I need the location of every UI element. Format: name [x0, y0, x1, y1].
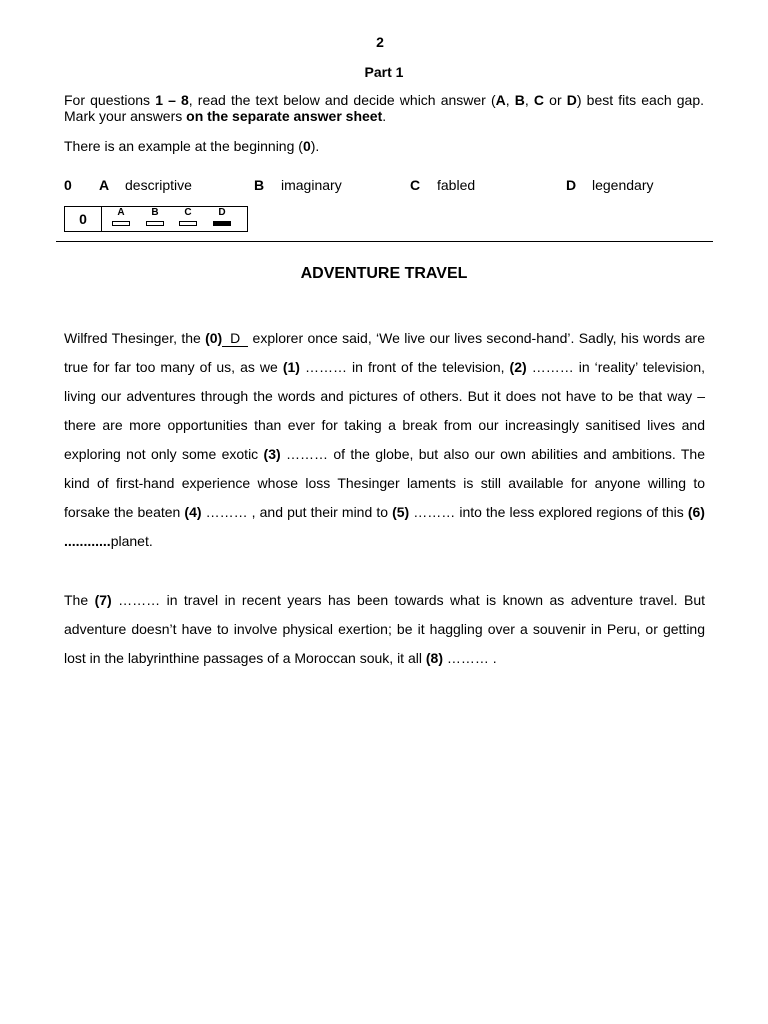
gap-5-label: (5) — [392, 504, 410, 520]
letter-a: A — [495, 92, 506, 108]
example-note — [64, 138, 319, 154]
text-run: ……… into the less explored regions of this — [409, 504, 688, 520]
bubble-mark — [213, 221, 231, 226]
bubble-letter: C — [184, 207, 192, 218]
text-run: ……… in ‘reality’ television, living our adventures through the words and pictures of others. But it does not have to be that way – there are more opportunities than ever for taking a break from our increasingly sanitised lives and exploring not only some exotic — [64, 359, 706, 462]
text-run: Wilfred Thesinger, the — [64, 330, 206, 346]
answer-box-number: 0 — [65, 207, 102, 231]
answer-sheet-note: on the separate answer sheet — [186, 108, 383, 124]
example-option-text-c: fabled — [437, 177, 476, 193]
text-run: ……… . — [443, 650, 497, 666]
gap-1-label: (1) — [282, 359, 300, 375]
question-range: 1 – 8 — [155, 92, 189, 108]
gap-2-label: (2) — [509, 359, 527, 375]
example-note-text: ). — [310, 138, 320, 154]
instructions-end: . — [382, 108, 387, 124]
example-option-letter-a: A — [99, 177, 110, 193]
separator: , — [505, 92, 515, 108]
text-run: ……… , and put their mind to — [201, 504, 393, 520]
separator: , — [524, 92, 534, 108]
separator: or — [544, 92, 567, 108]
example-option-letter-b: B — [254, 177, 265, 193]
letter-d: D — [566, 92, 577, 108]
instructions-text: , read the text below and decide which answer ( — [188, 92, 496, 108]
example-option-letter-d: D — [566, 177, 577, 193]
part-title: Part 1 — [364, 64, 404, 80]
gap-6-label: (6) ............ — [64, 504, 705, 549]
section-divider — [56, 241, 713, 242]
example-option-text-d: legendary — [592, 177, 654, 193]
bubble-letter: B — [151, 207, 159, 218]
text-run: The — [64, 592, 95, 608]
bubble-letter: D — [218, 207, 226, 218]
text-run: ……… of the globe, but also our own abilities and ambitions. The kind of first-hand experience whose loss Thesinger laments is still available for anyone willing to forsake the beaten — [64, 446, 705, 520]
text-run: ……… in front of the television, — [299, 359, 510, 375]
instructions-text: ) best fits each gap. Mark your answers — [64, 92, 704, 124]
article-paragraph-2 — [64, 586, 705, 673]
example-answer-box — [64, 206, 248, 232]
example-question-number: 0 — [64, 177, 72, 193]
letter-b: B — [514, 92, 525, 108]
answer-bubble-b — [145, 208, 165, 226]
example-option-letter-c: C — [410, 177, 421, 193]
answer-bubble-c — [178, 208, 198, 226]
example-options — [64, 177, 704, 195]
bubble-mark — [112, 221, 130, 226]
letter-c: C — [533, 92, 545, 108]
bubble-mark — [179, 221, 197, 226]
example-option-text-b: imaginary — [281, 177, 342, 193]
example-note-text: There is an example at the beginning ( — [64, 138, 303, 154]
answer-bubble-a — [111, 208, 131, 226]
text-run: ……… in travel in recent years has been towards what is known as adventure travel. But adventure doesn’t have to involve physical exertion; be it haggling over a souvenir in Peru, or getting lost in the labyrinthine passages of a Moroccan souk, it all — [64, 592, 705, 666]
answer-bubble-d — [212, 208, 232, 226]
article-title: ADVENTURE TRAVEL — [300, 265, 468, 282]
text-run: planet. — [110, 533, 153, 549]
bubble-mark — [146, 221, 164, 226]
bubble-letter: A — [117, 207, 125, 218]
instructions — [64, 92, 704, 124]
gap-4-label: (4) — [184, 504, 202, 520]
gap-8-label: (8) — [425, 650, 443, 666]
article-paragraph-1 — [64, 324, 705, 556]
gap-0-label: (0) — [205, 330, 223, 346]
gap-7-label: (7) — [94, 592, 112, 608]
example-number: 0 — [302, 138, 311, 154]
page-number: 2 — [376, 34, 384, 50]
gap-3-label: (3) — [263, 446, 281, 462]
instructions-text: For questions — [64, 92, 156, 108]
example-option-text-a: descriptive — [125, 177, 192, 193]
gap-0-answer: D — [222, 330, 248, 347]
text-run: explorer once said, ‘We live our lives second-hand’. Sadly, his words are true for far too many of us, as we — [64, 330, 705, 375]
